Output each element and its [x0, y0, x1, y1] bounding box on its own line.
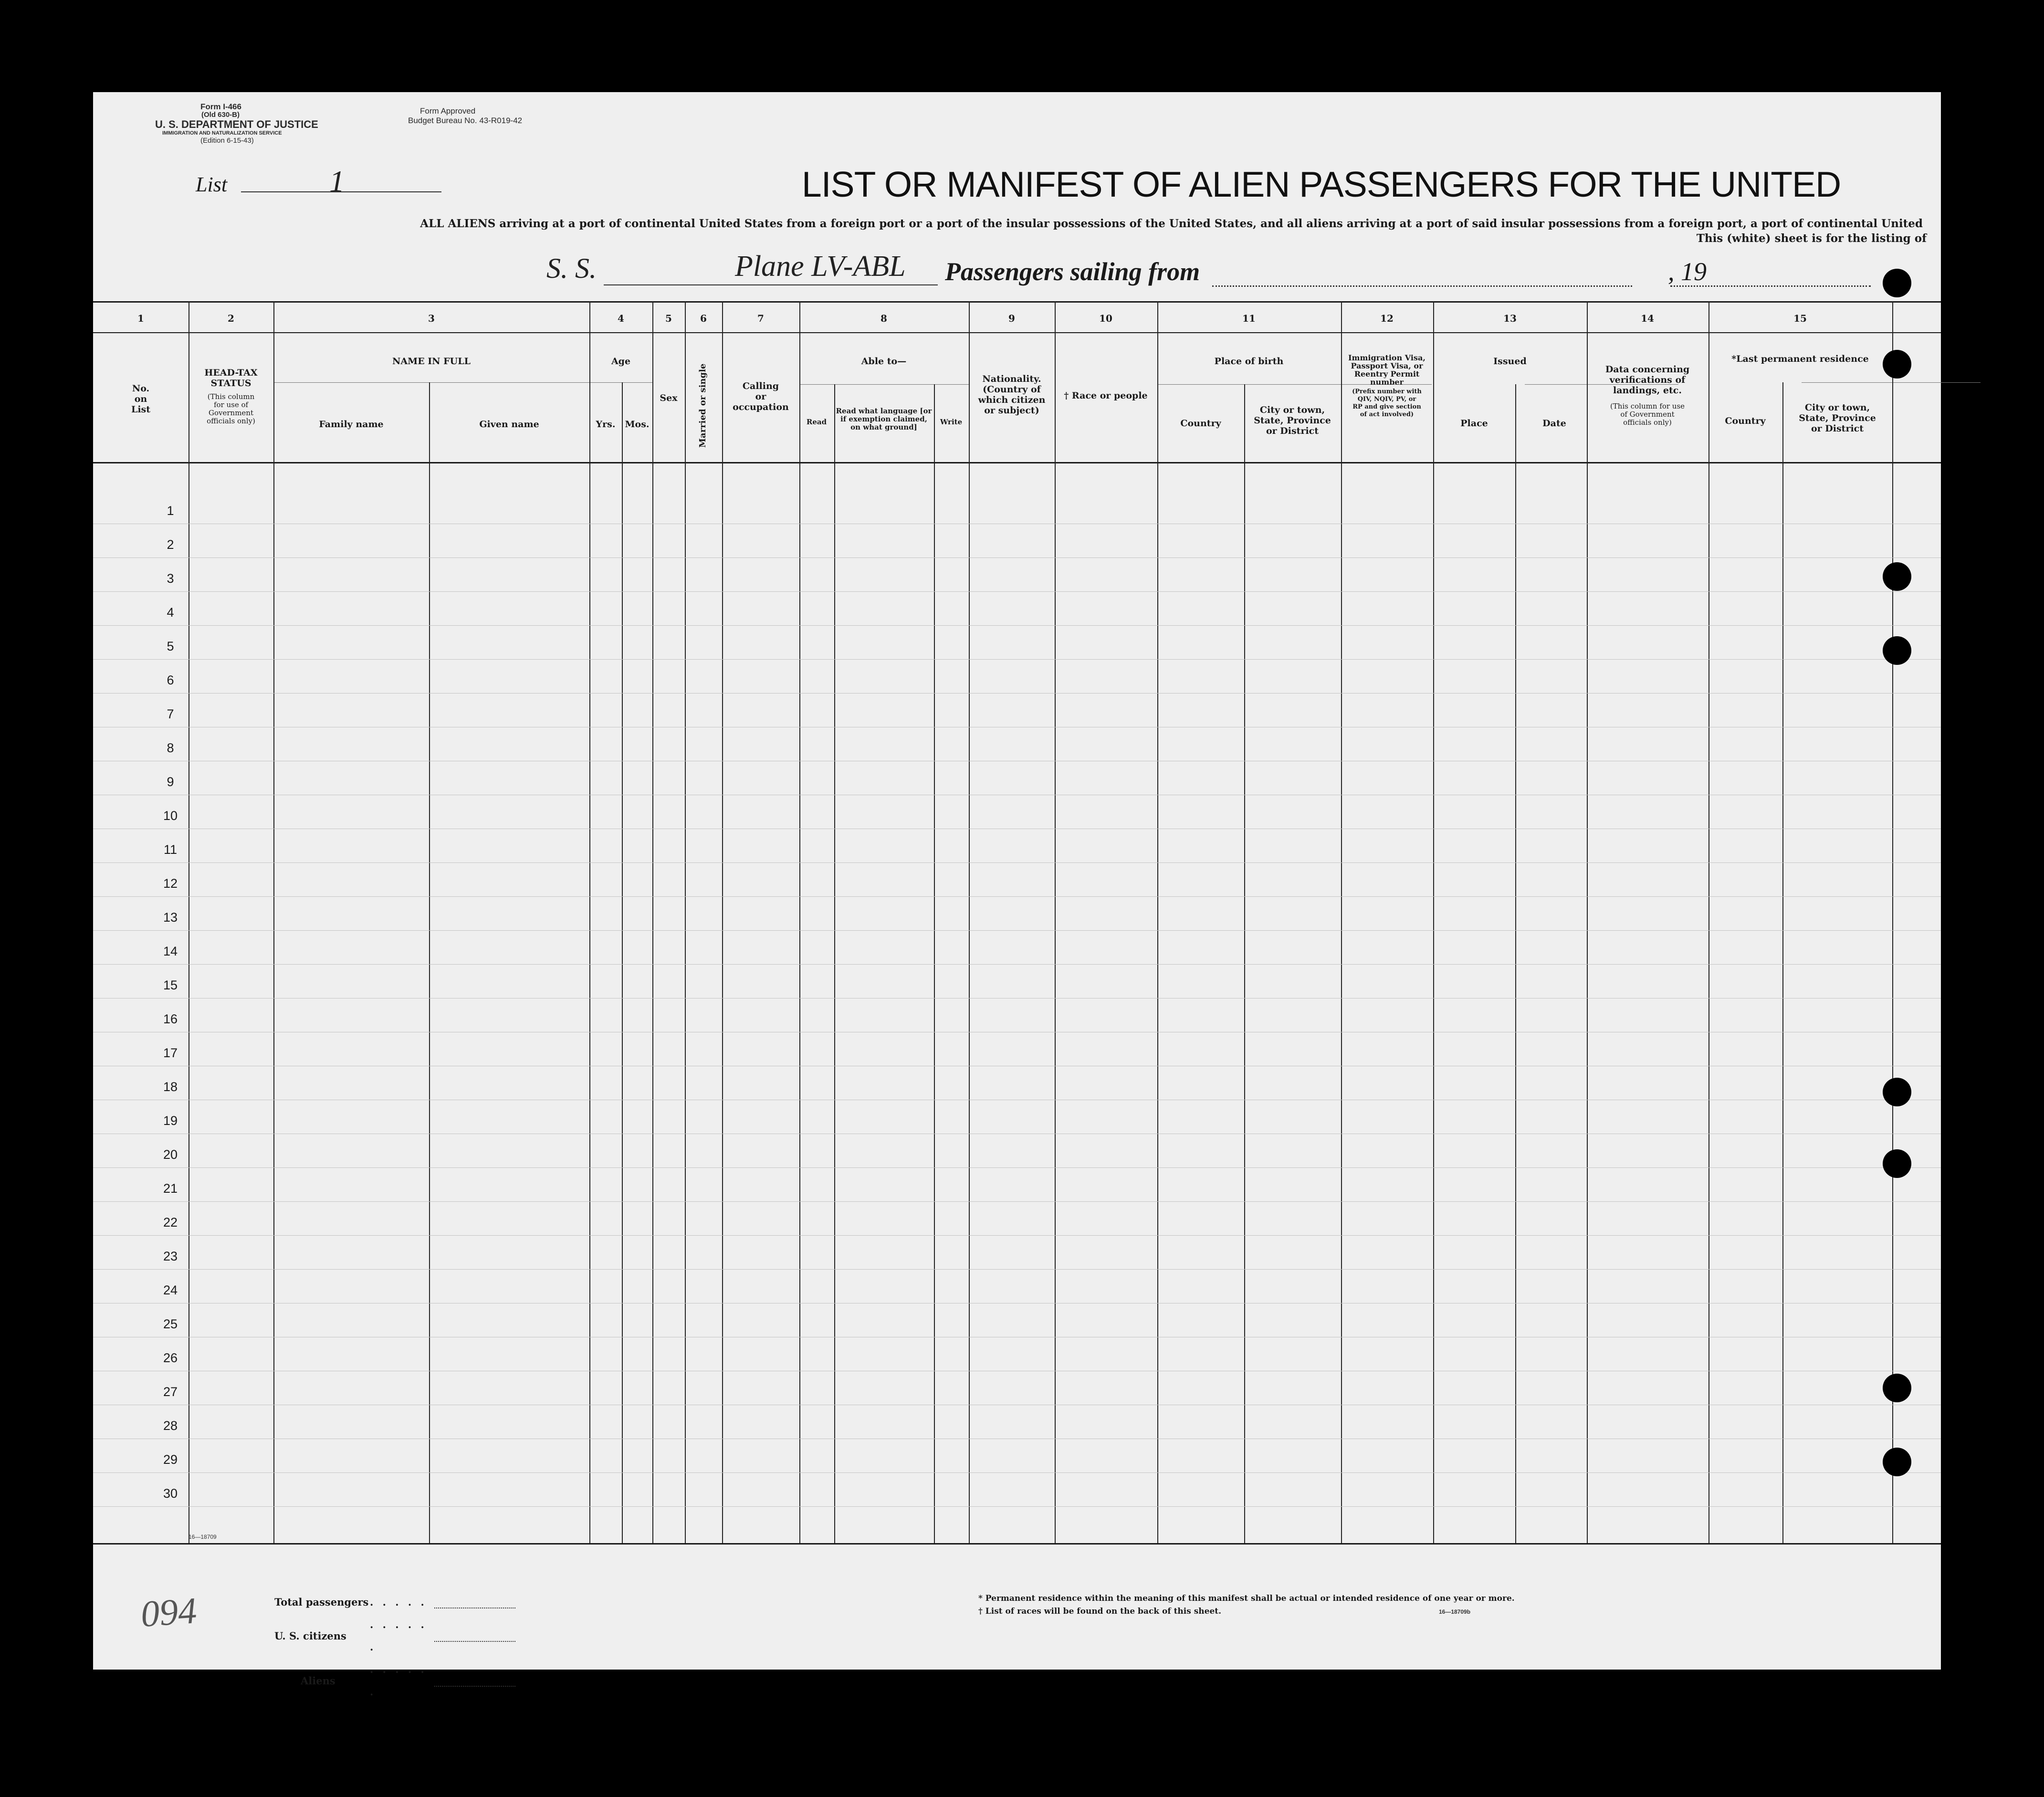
- header-text: or District: [1266, 426, 1319, 436]
- header-text: officials only): [1623, 418, 1672, 427]
- header-text: of act involved): [1360, 411, 1414, 418]
- header-head-tax: [204, 368, 257, 389]
- row-number: 16: [163, 1012, 178, 1026]
- column-divider: [1055, 301, 1056, 1543]
- header-text: No.: [132, 383, 150, 394]
- row-rule: [93, 1201, 1941, 1202]
- header-text: occupation: [733, 402, 789, 412]
- header-text: (This column for use: [1610, 402, 1685, 410]
- header-read-language: [836, 407, 932, 431]
- header-text: or: [755, 391, 766, 402]
- able-to-header-rule: [799, 384, 969, 385]
- vessel-underline: [604, 284, 938, 285]
- header-text: City or town,: [1259, 405, 1325, 415]
- row-number: 14: [163, 944, 178, 958]
- header-text: verifications of: [1609, 375, 1686, 385]
- row-rule: [93, 964, 1941, 965]
- header-data-note: [1610, 402, 1685, 427]
- column-divider: [1341, 301, 1342, 1543]
- sheet-instructions: This (white) sheet is for the listing of: [1696, 232, 1927, 245]
- header-age: Age: [611, 356, 631, 367]
- header-race: † Race or people: [1064, 390, 1148, 401]
- page-title: LIST OR MANIFEST OF ALIEN PASSENGERS FOR THE UNITED: [802, 164, 1841, 204]
- column-number-rule: [93, 332, 1941, 333]
- header-text: State, Province: [1799, 413, 1876, 423]
- header-text: or District: [1811, 423, 1864, 434]
- header-married-or-single: Married or single: [698, 363, 708, 448]
- row-rule: [93, 557, 1941, 558]
- header-text: QIV, NQIV, PV, or: [1357, 396, 1416, 403]
- row-number: 13: [163, 910, 178, 925]
- column-divider: [722, 301, 723, 1543]
- header-text: on: [134, 394, 147, 404]
- header-text: Immigration Visa,: [1348, 353, 1426, 362]
- header-text: RP and give section: [1352, 403, 1421, 410]
- row-number: 19: [163, 1114, 178, 1128]
- row-rule: [93, 1167, 1941, 1168]
- row-number: 5: [167, 639, 174, 653]
- punch-hole: [1883, 562, 1911, 591]
- vessel-name-field[interactable]: Plane LV-ABL: [735, 250, 906, 283]
- handwritten-number: 094: [139, 1589, 198, 1635]
- header-residence-city: [1799, 402, 1876, 434]
- row-number: 25: [163, 1317, 178, 1331]
- budget-bureau-number: Budget Bureau No. 43-R019-42: [408, 116, 523, 125]
- row-rule: [93, 625, 1941, 626]
- age-header-rule: [589, 382, 652, 383]
- us-citizens-field[interactable]: [434, 1629, 515, 1642]
- row-rule: [93, 1472, 1941, 1473]
- header-text: Data concerning: [1605, 364, 1690, 375]
- column-divider: [622, 382, 623, 1543]
- column-number: 11: [1242, 313, 1256, 324]
- header-given-name: Given name: [479, 419, 539, 430]
- column-divider: [799, 301, 800, 1543]
- row-number: 22: [163, 1215, 178, 1230]
- column-number: 3: [428, 313, 435, 324]
- form-identifier: [155, 103, 318, 145]
- row-rule: [93, 930, 1941, 931]
- column-divider: [652, 301, 653, 1543]
- leader-dots: . . . . . .: [370, 1618, 427, 1653]
- punch-hole: [1883, 1149, 1911, 1178]
- row-number: 10: [163, 809, 178, 823]
- column-divider: [934, 384, 935, 1543]
- header-sex: Sex: [660, 393, 678, 403]
- column-divider: [1433, 301, 1434, 1543]
- column-divider: [1587, 301, 1588, 1543]
- row-rule: [93, 693, 1941, 694]
- column-number: 7: [757, 313, 764, 324]
- column-number: 12: [1380, 313, 1394, 324]
- residence-footnote: * Permanent residence within the meaning of this manifest shall be actual or intended residence of one year or more.: [978, 1594, 1515, 1603]
- list-label: List: [196, 173, 228, 196]
- row-number: 12: [163, 876, 178, 891]
- header-visa-note: [1352, 388, 1422, 419]
- header-text: (This column: [207, 392, 255, 401]
- header-text: if exemption claimed,: [840, 415, 927, 423]
- column-divider: [834, 384, 835, 1543]
- header-text: which citizen: [978, 395, 1046, 405]
- column-number: 2: [228, 313, 234, 324]
- row-number: 15: [163, 978, 178, 992]
- row-rule: [93, 659, 1941, 660]
- total-passengers-row: [274, 1591, 515, 1613]
- header-text: (Country of: [983, 384, 1041, 395]
- header-last-residence: *Last permanent residence: [1731, 354, 1869, 364]
- race-footnote-text: † List of races will be found on the back of this sheet.: [978, 1607, 1222, 1616]
- row-rule: [93, 862, 1941, 863]
- header-text: Nationality.: [982, 374, 1041, 384]
- budget-approval: [408, 106, 522, 126]
- header-data-concerning: [1605, 364, 1689, 396]
- column-divider: [969, 301, 970, 1543]
- row-number: 11: [163, 842, 178, 857]
- row-number: 8: [167, 741, 174, 755]
- row-number: 17: [163, 1046, 178, 1060]
- column-number: 4: [618, 313, 624, 324]
- header-text: (Prefix number with: [1352, 388, 1422, 395]
- row-number: 20: [163, 1147, 178, 1162]
- column-divider: [429, 382, 430, 1543]
- header-text: Calling: [742, 381, 779, 391]
- column-number: 1: [137, 313, 144, 324]
- table-bottom-rule: [93, 1543, 1941, 1545]
- column-divider: [1782, 382, 1783, 1543]
- print-code: 16—18709: [189, 1534, 217, 1540]
- department-name: U. S. DEPARTMENT OF JUSTICE: [155, 118, 318, 130]
- header-place-of-birth: Place of birth: [1214, 356, 1284, 367]
- header-visa: [1348, 354, 1426, 386]
- header-text: number: [1370, 378, 1404, 387]
- footnotes: [978, 1592, 1515, 1618]
- row-number: 23: [163, 1249, 178, 1263]
- column-number: 13: [1503, 313, 1517, 324]
- row-number: 28: [163, 1419, 178, 1433]
- aliens-field[interactable]: [434, 1674, 515, 1687]
- row-number: 3: [167, 571, 174, 586]
- form-edition: (Edition 6-15-43): [200, 137, 254, 145]
- row-number: 1: [167, 504, 174, 518]
- header-nationality: [978, 374, 1046, 416]
- column-divider: [589, 301, 590, 1543]
- list-number-field[interactable]: 1: [329, 164, 345, 198]
- header-birth-country: Country: [1180, 418, 1221, 429]
- punch-hole: [1883, 269, 1911, 297]
- form-number: Form I-466: [200, 102, 241, 111]
- punch-hole: [1883, 1078, 1911, 1106]
- instructions-line: ALL ALIENS arriving at a port of continental United States from a foreign port or a port of the insular possessions of the United States, and all aliens arriving at a port of said insular possessions from a foreign port, a port of continental United: [420, 217, 1923, 230]
- header-birth-city: [1254, 405, 1331, 436]
- sailing-from-label: Passengers sailing from: [945, 257, 1200, 286]
- header-name-in-full: NAME IN FULL: [392, 356, 471, 367]
- header-issued-date: Date: [1542, 418, 1566, 429]
- header-age-years: Yrs.: [596, 419, 616, 430]
- header-age-months: Mos.: [625, 419, 650, 430]
- total-passengers-field[interactable]: [434, 1596, 515, 1608]
- header-able-to: Able to—: [861, 356, 907, 367]
- year-label: , 19: [1668, 257, 1707, 286]
- leader-dots: . . . . . .: [370, 1663, 427, 1698]
- header-text: landings, etc.: [1613, 385, 1682, 396]
- column-number: 10: [1099, 313, 1112, 324]
- row-number: 7: [167, 707, 174, 721]
- column-divider: [1515, 384, 1516, 1543]
- sailing-from-field[interactable]: [1212, 285, 1632, 287]
- header-text: STATUS: [210, 378, 252, 389]
- header-text: List: [131, 404, 151, 415]
- column-divider: [1157, 301, 1158, 1543]
- header-family-name: Family name: [319, 419, 384, 430]
- header-write: Write: [940, 418, 963, 426]
- us-citizens-label: U. S. citizens: [274, 1629, 346, 1642]
- header-text: Reentry Permit: [1354, 369, 1420, 378]
- header-text: HEAD-TAX: [204, 368, 258, 378]
- row-number: 29: [163, 1452, 178, 1467]
- header-calling: [733, 381, 789, 412]
- header-text: Government: [209, 409, 253, 417]
- header-issued-place: Place: [1460, 418, 1488, 429]
- header-text: of Government: [1620, 410, 1675, 419]
- header-text: officials only): [207, 417, 255, 425]
- punch-hole: [1883, 350, 1911, 378]
- totals-block: [274, 1591, 515, 1703]
- total-passengers-label: Total passengers: [274, 1596, 369, 1608]
- residence-header-rule: [1802, 382, 1981, 383]
- column-number: 6: [700, 313, 707, 324]
- vessel-label: S. S.: [546, 252, 597, 284]
- us-citizens-row: [274, 1613, 515, 1658]
- row-rule: [93, 1235, 1941, 1236]
- row-number: 21: [163, 1181, 178, 1196]
- row-number: 4: [167, 605, 174, 620]
- approval-line: Form Approved: [420, 106, 476, 116]
- header-text: or subject): [984, 405, 1039, 416]
- column-divider: [1892, 301, 1893, 1543]
- header-issued: Issued: [1493, 356, 1527, 367]
- punch-hole: [1883, 1374, 1911, 1402]
- header-text: State, Province: [1254, 415, 1331, 426]
- header-bottom-rule: [93, 462, 1941, 463]
- header-text: on what ground]: [850, 423, 917, 431]
- aliens-row: [274, 1658, 515, 1703]
- row-rule: [93, 1506, 1941, 1507]
- footnote-code: 16—18709b: [1438, 1608, 1471, 1615]
- manifest-sheet: [93, 92, 1941, 1698]
- row-number: 26: [163, 1351, 178, 1365]
- column-number: 8: [880, 313, 887, 324]
- column-number: 9: [1008, 313, 1015, 324]
- header-text: Passport Visa, or: [1351, 361, 1423, 370]
- column-divider: [273, 301, 274, 1543]
- header-text: Read what language [or: [836, 407, 932, 415]
- aliens-label: Aliens: [301, 1674, 335, 1687]
- leader-dots: . . . . .: [370, 1596, 427, 1608]
- row-number: 9: [167, 775, 174, 789]
- punch-hole: [1883, 1448, 1911, 1476]
- header-no-on-list: [131, 383, 150, 415]
- column-number: 15: [1793, 313, 1807, 324]
- row-rule: [93, 1269, 1941, 1270]
- row-rule: [93, 896, 1941, 897]
- row-number: 6: [167, 673, 174, 687]
- column-divider: [1244, 384, 1245, 1543]
- row-number: 18: [163, 1080, 178, 1094]
- header-head-tax-note: [207, 393, 255, 425]
- header-text: City or town,: [1804, 402, 1870, 413]
- service-name: IMMIGRATION AND NATURALIZATION SERVICE: [162, 130, 282, 136]
- table-top-rule: [93, 301, 1941, 303]
- row-number: 2: [167, 537, 174, 552]
- column-divider: [685, 301, 686, 1543]
- column-number: 14: [1641, 313, 1654, 324]
- header-residence-country: Country: [1725, 416, 1766, 426]
- old-form-number: (Old 630-B): [201, 111, 240, 119]
- row-number: 24: [163, 1283, 178, 1297]
- name-header-rule: [274, 382, 589, 383]
- race-footnote: [978, 1605, 1515, 1618]
- row-number: 30: [163, 1486, 178, 1501]
- punch-hole: [1883, 636, 1911, 665]
- row-number: 27: [163, 1385, 178, 1399]
- column-number: 5: [665, 313, 672, 324]
- header-read: Read: [806, 418, 827, 426]
- header-text: for use of: [213, 400, 249, 409]
- row-rule: [93, 591, 1941, 592]
